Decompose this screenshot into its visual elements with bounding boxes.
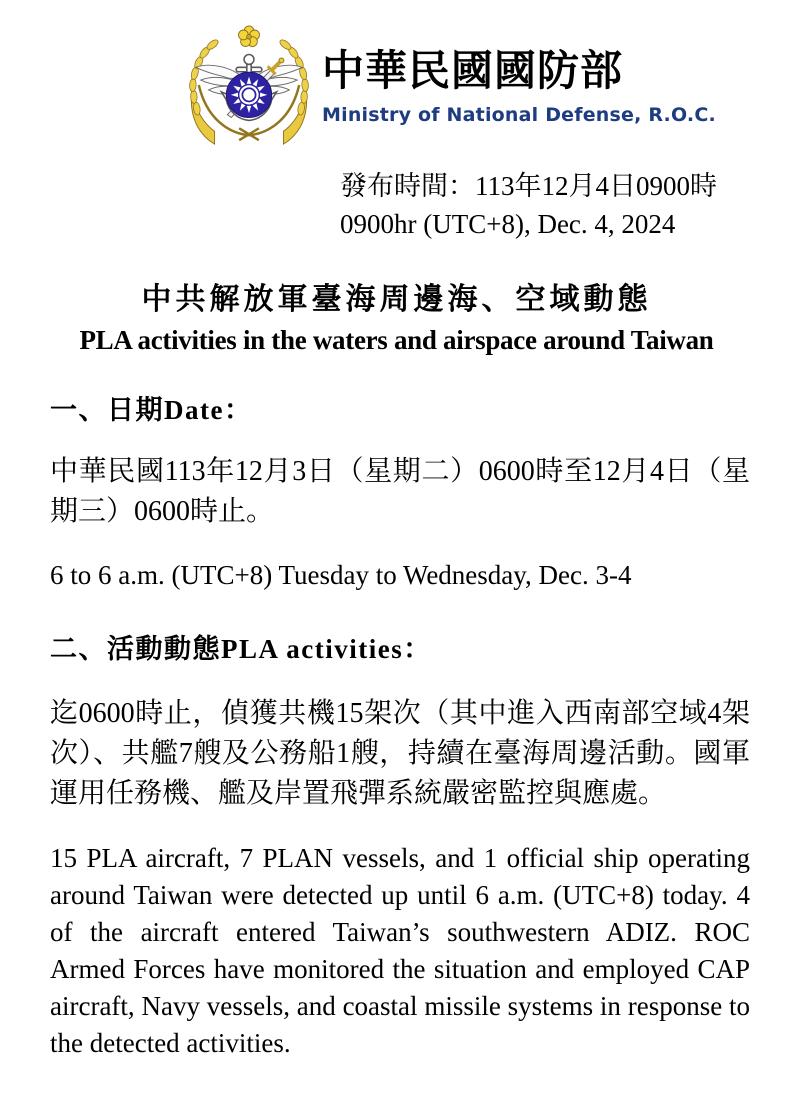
section-2-body-zh: 迄0600時止，偵獲共機15架次（其中進入西南部空域4架次）、共艦7艘及公務船1艘，持續在臺海周邊活動。國軍運用任務機、艦及岸置飛彈系統嚴密監控與應處。 <box>50 698 750 809</box>
publish-time-zh: 發布時間：113年12月4日0900時 <box>340 171 717 201</box>
org-name-zh: 中華民國國防部 <box>322 49 624 95</box>
org-name-en: Ministry of National Defense, R.O.C. <box>322 104 716 127</box>
doc-title <box>0 281 793 359</box>
plum-blossom-icon <box>238 26 259 47</box>
section-2-body-en: 15 PLA aircraft, 7 PLAN vessels, and 1 official ship operating around Taiwan were detected up until 6 a.m. (UTC+8) today. 4 of the aircraft entered Taiwan’s southwestern ADIZ. ROC Armed Forces have monitored the situation and employed CAP aircraft, Navy vessels, and coastal missile systems in response to the detected activities. <box>50 843 750 1058</box>
publish-time-en: 0900hr (UTC+8), Dec. 4, 2024 <box>340 209 676 239</box>
org-title-block <box>322 50 716 126</box>
doc-title-en: PLA activities in the waters and airspace around Taiwan <box>79 325 714 355</box>
section-1-body-zh: 中華民國113年12月3日（星期二）0600時至12月4日（星期三）0600時止。 <box>50 456 750 527</box>
section-1-heading: 一、日期Date： <box>50 395 253 425</box>
doc-title-zh: 中共解放軍臺海周邊海、空域動態 <box>141 283 652 316</box>
blue-sun-disc-icon <box>226 72 271 117</box>
mnd-emblem-logo <box>184 24 314 150</box>
mnd-emblem-icon <box>184 24 314 150</box>
section-2-heading: 二、活動動態PLA activities： <box>50 634 432 664</box>
publish-time-block <box>340 167 717 243</box>
section-1-body-en: 6 to 6 a.m. (UTC+8) Tuesday to Wednesday, Dec. 3-4 <box>50 560 632 590</box>
